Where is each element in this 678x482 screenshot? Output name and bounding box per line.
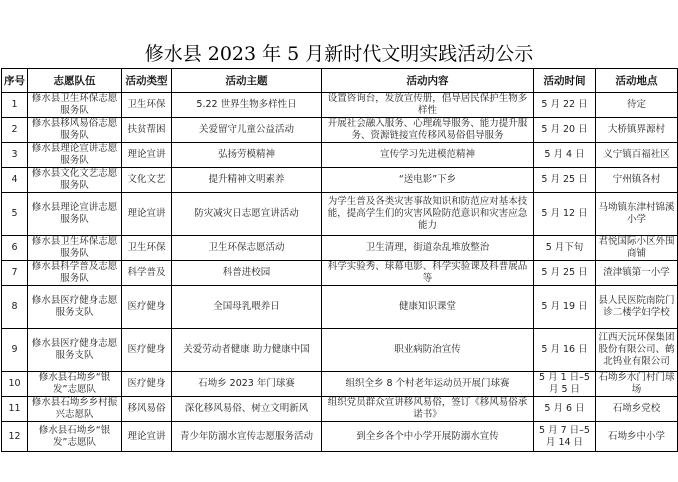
cell-time: 5 月 7 日–5 月 14 日 xyxy=(534,422,596,452)
cell-theme: 深化移风易俗、树立文明新风 xyxy=(172,397,322,422)
cell-team: 修水县卫生环保志愿服务队 xyxy=(28,236,122,261)
cell-place: 待定 xyxy=(596,93,678,118)
cell-type: 扶贫帮困 xyxy=(122,118,172,143)
cell-content: 组织党员群众宣讲移风易俗，签订《移风易俗承诺书》 xyxy=(322,397,534,422)
cell-team: 修水县卫生环保志愿服务队 xyxy=(28,93,122,118)
cell-type: 医疗健身 xyxy=(122,286,172,329)
cell-time: 5 月 25 日 xyxy=(534,168,596,193)
cell-place: 石坳乡中小学 xyxy=(596,422,678,452)
cell-theme: 防灾减灾日志愿宣讲活动 xyxy=(172,193,322,236)
cell-theme: 全国母乳喂养日 xyxy=(172,286,322,329)
table-header-row xyxy=(2,69,678,93)
cell-time: 5 月 25 日 xyxy=(534,261,596,286)
table-row xyxy=(2,168,678,193)
cell-seq: 7 xyxy=(2,261,28,286)
cell-seq: 5 xyxy=(2,193,28,236)
cell-content: 组织全乡 8 个村老年运动员开展门球赛 xyxy=(322,372,534,397)
cell-seq: 11 xyxy=(2,397,28,422)
cell-time: 5 月下旬 xyxy=(534,236,596,261)
cell-theme: 卫生环保志愿活动 xyxy=(172,236,322,261)
cell-team: 修水县理论宣讲志愿服务队 xyxy=(28,143,122,168)
cell-type: 文化文艺 xyxy=(122,168,172,193)
cell-time: 5 月 20 日 xyxy=(534,118,596,143)
header-place: 活动地点 xyxy=(596,69,678,93)
cell-theme: 石坳乡 2023 年门球赛 xyxy=(172,372,322,397)
cell-place: 县人民医院南院门诊二楼学妇学校 xyxy=(596,286,678,329)
cell-content: 到全乡各个中小学开展防溺水宣传 xyxy=(322,422,534,452)
cell-theme: 关爱劳动者健康 助力健康中国 xyxy=(172,329,322,372)
table-row xyxy=(2,329,678,372)
document-title: 修水县 2023 年 5 月新时代文明实践活动公示 xyxy=(144,43,534,65)
cell-team: 修水县石坳乡“银发”志愿队 xyxy=(28,422,122,452)
table-row xyxy=(2,286,678,329)
cell-time: 5 月 19 日 xyxy=(534,286,596,329)
cell-team: 修水县文化文艺志愿服务队 xyxy=(28,168,122,193)
table-row xyxy=(2,118,678,143)
cell-seq: 4 xyxy=(2,168,28,193)
cell-content: 卫生清理，街道杂乱堆放整治 xyxy=(322,236,534,261)
cell-seq: 10 xyxy=(2,372,28,397)
cell-seq: 2 xyxy=(2,118,28,143)
cell-type: 科学普及 xyxy=(122,261,172,286)
cell-time: 5 月 6 日 xyxy=(534,397,596,422)
table-row xyxy=(2,193,678,236)
cell-seq: 8 xyxy=(2,286,28,329)
header-content: 活动内容 xyxy=(322,69,534,93)
cell-place: 石坳乡党校 xyxy=(596,397,678,422)
cell-type: 理论宣讲 xyxy=(122,193,172,236)
header-team: 志愿队伍 xyxy=(28,69,122,93)
cell-content: 科学实验秀、球幕电影、科学实验课及科普展品等 xyxy=(322,261,534,286)
cell-content: 宣传学习先进模范精神 xyxy=(322,143,534,168)
table-row xyxy=(2,93,678,118)
cell-type: 医疗健身 xyxy=(122,372,172,397)
cell-content: 职业病防治宣传 xyxy=(322,329,534,372)
cell-time: 5 月 1 日–5 月 5 日 xyxy=(534,372,596,397)
header-time: 活动时间 xyxy=(534,69,596,93)
cell-place: 大桥镇界源村 xyxy=(596,118,678,143)
cell-team: 修水县理论宣讲志愿服务队 xyxy=(28,193,122,236)
cell-theme: 提升精神文明素养 xyxy=(172,168,322,193)
activity-table xyxy=(1,68,678,452)
cell-team: 修水县石坳乡乡村振兴志愿队 xyxy=(28,397,122,422)
cell-content: 设置咨询台，发放宣传册，倡导居民保护生物多样性 xyxy=(322,93,534,118)
cell-type: 理论宣讲 xyxy=(122,422,172,452)
cell-team: 修水县移风易俗志愿服务队 xyxy=(28,118,122,143)
cell-type: 移风易俗 xyxy=(122,397,172,422)
cell-content: 健康知识课堂 xyxy=(322,286,534,329)
cell-content: 开展社会融入服务、心理疏导服务、能力提升服务、资源链接宣传移风易俗倡导服务 xyxy=(322,118,534,143)
cell-time: 5 月 12 日 xyxy=(534,193,596,236)
cell-theme: 弘扬劳模精神 xyxy=(172,143,322,168)
cell-place: 石坳乡水门村门球场 xyxy=(596,372,678,397)
header-theme: 活动主题 xyxy=(172,69,322,93)
cell-time: 5 月 22 日 xyxy=(534,93,596,118)
cell-place: 渣津镇第一小学 xyxy=(596,261,678,286)
cell-place: 江西天沅环保集团股份有限公司、鹤北钨业有限公司 xyxy=(596,329,678,372)
cell-time: 5 月 4 日 xyxy=(534,143,596,168)
cell-team: 修水县医疗健身志愿服务支队 xyxy=(28,286,122,329)
cell-theme: 5.22 世界生物多样性日 xyxy=(172,93,322,118)
cell-type: 卫生环保 xyxy=(122,236,172,261)
cell-content: “送电影”下乡 xyxy=(322,168,534,193)
table-row xyxy=(2,422,678,452)
header-type: 活动类型 xyxy=(122,69,172,93)
table-row xyxy=(2,261,678,286)
table-row xyxy=(2,236,678,261)
cell-seq: 6 xyxy=(2,236,28,261)
header-seq: 序号 xyxy=(2,69,28,93)
cell-place: 义宁镇百福社区 xyxy=(596,143,678,168)
cell-seq: 9 xyxy=(2,329,28,372)
cell-type: 医疗健身 xyxy=(122,329,172,372)
cell-team: 修水县医疗健身志愿服务支队 xyxy=(28,329,122,372)
cell-theme: 科普进校园 xyxy=(172,261,322,286)
cell-team: 修水县科学普及志愿服务队 xyxy=(28,261,122,286)
cell-type: 卫生环保 xyxy=(122,93,172,118)
cell-type: 理论宣讲 xyxy=(122,143,172,168)
cell-seq: 3 xyxy=(2,143,28,168)
cell-theme: 关爱留守儿童公益活动 xyxy=(172,118,322,143)
cell-time: 5 月 16 日 xyxy=(534,329,596,372)
cell-seq: 12 xyxy=(2,422,28,452)
cell-team: 修水县石坳乡“银发”志愿队 xyxy=(28,372,122,397)
table-row xyxy=(2,372,678,397)
cell-content: 为学生普及各类灾害事故知识和防范应对基本技能，提高学生们的灾害风险防范意识和灾害应急能力 xyxy=(322,193,534,236)
cell-seq: 1 xyxy=(2,93,28,118)
cell-place: 君悦国际小区外围商铺 xyxy=(596,236,678,261)
cell-place: 宁州镇各村 xyxy=(596,168,678,193)
cell-place: 马坳镇东津村锦溪小学 xyxy=(596,193,678,236)
cell-theme: 青少年防溺水宣传志愿服务活动 xyxy=(172,422,322,452)
table-row xyxy=(2,397,678,422)
table-row xyxy=(2,143,678,168)
